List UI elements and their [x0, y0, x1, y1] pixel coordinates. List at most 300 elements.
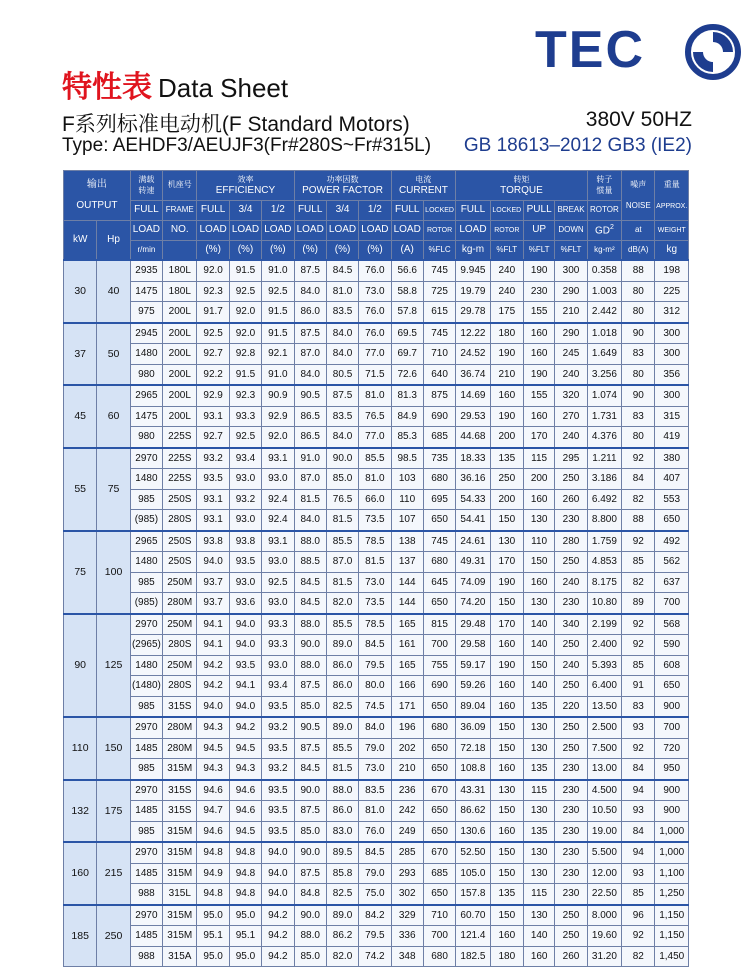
cell-pf-34: 81.5	[326, 759, 358, 780]
cell-noise: 83	[622, 696, 655, 717]
cell-pf-34: 85.5	[326, 614, 358, 635]
cell-pf-12: 84.5	[359, 635, 391, 656]
cell-cur-locked: 650	[423, 759, 455, 780]
cell-eff-full: 92.5	[197, 323, 229, 344]
cell-tor-break: 240	[555, 427, 587, 448]
cell-kw: 90	[64, 614, 97, 718]
cell-eff-12: 92.9	[262, 406, 294, 427]
cell-kw: 55	[64, 448, 97, 531]
cell-cur-locked: 650	[423, 593, 455, 614]
cell-eff-12: 92.4	[262, 510, 294, 531]
cell-speed: 1485	[130, 801, 162, 822]
cell-pf-12: 79.0	[359, 738, 391, 759]
cell-speed: 980	[130, 364, 162, 385]
cell-tor-pull: 130	[523, 593, 554, 614]
cell-kw: 37	[64, 323, 97, 386]
cell-speed: (985)	[130, 593, 162, 614]
cell-eff-12: 93.5	[262, 696, 294, 717]
cell-tor-break: 230	[555, 821, 587, 842]
cell-pf-12: 78.5	[359, 531, 391, 552]
cell-hp: 250	[97, 905, 130, 967]
cell-noise: 92	[622, 531, 655, 552]
cell-cur-locked: 685	[423, 427, 455, 448]
cell-tor-full: 24.52	[456, 344, 490, 365]
cell-cur-full: 84.9	[391, 406, 423, 427]
cell-weight: 650	[655, 676, 689, 697]
header-pf-pct-2: (%)	[326, 241, 358, 261]
cell-tor-full: 49.31	[456, 552, 490, 573]
cell-eff-34: 93.0	[229, 510, 261, 531]
cell-eff-full: 94.6	[197, 821, 229, 842]
cell-noise: 91	[622, 676, 655, 697]
header-tor-locked: LOCKED	[490, 201, 523, 221]
cell-pf-34: 86.0	[326, 676, 358, 697]
cell-pf-full: 84.0	[294, 510, 326, 531]
cell-pf-full: 91.0	[294, 448, 326, 469]
cell-speed: 2970	[130, 448, 162, 469]
header-cur-rotor: ROTOR	[423, 221, 455, 241]
cell-pf-34: 87.0	[326, 552, 358, 573]
cell-tor-pull: 160	[523, 323, 554, 344]
header-speed-unit: r/min	[130, 241, 162, 261]
cell-eff-full: 92.0	[197, 260, 229, 281]
header-tor-full: FULL	[456, 201, 490, 221]
cell-pf-full: 90.0	[294, 905, 326, 926]
cell-tor-break: 295	[555, 448, 587, 469]
cell-tor-break: 245	[555, 344, 587, 365]
cell-weight: 419	[655, 427, 689, 448]
table-row	[64, 323, 689, 344]
cell-tor-locked: 160	[490, 696, 523, 717]
cell-cur-full: 138	[391, 531, 423, 552]
cell-noise: 85	[622, 552, 655, 573]
cell-noise: 82	[622, 489, 655, 510]
cell-noise: 89	[622, 593, 655, 614]
cell-pf-34: 83.5	[326, 406, 358, 427]
cell-cur-full: 348	[391, 946, 423, 967]
cell-cur-locked: 710	[423, 344, 455, 365]
cell-noise: 80	[622, 281, 655, 302]
cell-weight: 315	[655, 406, 689, 427]
cell-speed: 1485	[130, 738, 162, 759]
header-pf-pct-3: (%)	[359, 241, 391, 261]
cell-pf-full: 84.5	[294, 759, 326, 780]
table-row	[64, 531, 689, 552]
cell-eff-full: 94.9	[197, 863, 229, 884]
cell-pf-12: 83.5	[359, 780, 391, 801]
header-cur-locked: LOCKED	[423, 201, 455, 221]
cell-weight: 608	[655, 655, 689, 676]
cell-tor-break: 240	[555, 572, 587, 593]
cell-eff-34: 94.5	[229, 738, 261, 759]
cell-cur-full: 57.8	[391, 302, 423, 323]
table-row	[64, 676, 689, 697]
table-row	[64, 905, 689, 926]
cell-speed: 985	[130, 821, 162, 842]
table-row	[64, 655, 689, 676]
cell-gd2: 1.003	[587, 281, 621, 302]
cell-eff-34: 91.5	[229, 260, 261, 281]
table-row	[64, 593, 689, 614]
cell-pf-12: 77.0	[359, 427, 391, 448]
cell-cur-full: 98.5	[391, 448, 423, 469]
cell-eff-full: 94.0	[197, 696, 229, 717]
cell-eff-full: 95.0	[197, 946, 229, 967]
table-row	[64, 614, 689, 635]
cell-tor-locked: 175	[490, 302, 523, 323]
cell-tor-break: 230	[555, 801, 587, 822]
cell-frame: 180L	[163, 281, 197, 302]
cell-kw: 132	[64, 780, 97, 843]
cell-pf-34: 85.0	[326, 469, 358, 490]
cell-cur-full: 249	[391, 821, 423, 842]
cell-eff-full: 93.1	[197, 406, 229, 427]
cell-eff-34: 93.5	[229, 552, 261, 573]
cell-tor-pull: 160	[523, 946, 554, 967]
cell-eff-full: 94.0	[197, 552, 229, 573]
cell-tor-full: 182.5	[456, 946, 490, 967]
header-frame-no: NO.	[163, 221, 197, 241]
cell-tor-full: 24.61	[456, 531, 490, 552]
cell-pf-full: 87.5	[294, 260, 326, 281]
cell-frame: 200L	[163, 323, 197, 344]
table-row	[64, 635, 689, 656]
header-tor-up: UP	[523, 221, 554, 241]
cell-tor-break: 260	[555, 489, 587, 510]
cell-frame: 280S	[163, 635, 197, 656]
cell-tor-pull: 135	[523, 821, 554, 842]
cell-gd2: 4.376	[587, 427, 621, 448]
cell-speed: 985	[130, 489, 162, 510]
cell-pf-full: 84.5	[294, 572, 326, 593]
cell-noise: 85	[622, 884, 655, 905]
cell-tor-pull: 130	[523, 905, 554, 926]
cell-hp: 215	[97, 842, 130, 905]
cell-kw: 30	[64, 260, 97, 323]
cell-tor-full: 29.48	[456, 614, 490, 635]
cell-tor-full: 72.18	[456, 738, 490, 759]
header-eff-full: FULL	[197, 201, 229, 221]
cell-tor-break: 300	[555, 260, 587, 281]
table-row	[64, 364, 689, 385]
cell-pf-full: 90.0	[294, 842, 326, 863]
cell-weight: 650	[655, 510, 689, 531]
cell-cur-locked: 670	[423, 780, 455, 801]
table-row	[64, 385, 689, 406]
cell-cur-locked: 690	[423, 406, 455, 427]
table-row	[64, 696, 689, 717]
cell-tor-locked: 160	[490, 926, 523, 947]
cell-weight: 300	[655, 323, 689, 344]
table-row	[64, 302, 689, 323]
cell-tor-full: 108.8	[456, 759, 490, 780]
header-pf-load-2: LOAD	[326, 221, 358, 241]
cell-eff-34: 92.3	[229, 385, 261, 406]
teco-logo	[535, 14, 745, 84]
cell-tor-full: 12.22	[456, 323, 490, 344]
cell-pf-full: 87.0	[294, 469, 326, 490]
cell-eff-full: 92.7	[197, 427, 229, 448]
cell-tor-pull: 115	[523, 780, 554, 801]
cell-gd2: 22.50	[587, 884, 621, 905]
cell-eff-34: 92.5	[229, 427, 261, 448]
cell-pf-full: 87.0	[294, 344, 326, 365]
table-row	[64, 552, 689, 573]
subtitle-series: F系列标准电动机(F Standard Motors)	[62, 113, 410, 136]
cell-cur-full: 85.3	[391, 427, 423, 448]
cell-pf-34: 82.0	[326, 946, 358, 967]
table-row	[64, 821, 689, 842]
cell-noise: 94	[622, 780, 655, 801]
cell-tor-break: 250	[555, 926, 587, 947]
cell-speed: 1475	[130, 281, 162, 302]
cell-pf-12: 73.0	[359, 572, 391, 593]
cell-speed: 1480	[130, 344, 162, 365]
cell-tor-break: 270	[555, 406, 587, 427]
header-weight: 重量 APPROX.	[655, 171, 689, 221]
cell-eff-12: 93.5	[262, 821, 294, 842]
cell-eff-34: 94.0	[229, 696, 261, 717]
cell-cur-locked: 640	[423, 364, 455, 385]
cell-eff-12: 93.0	[262, 593, 294, 614]
cell-cur-locked: 650	[423, 821, 455, 842]
cell-tor-full: 74.09	[456, 572, 490, 593]
table-row	[64, 780, 689, 801]
cell-pf-full: 84.5	[294, 593, 326, 614]
cell-gd2: 8.175	[587, 572, 621, 593]
cell-tor-locked: 170	[490, 552, 523, 573]
cell-noise: 80	[622, 427, 655, 448]
cell-noise: 83	[622, 344, 655, 365]
cell-tor-locked: 150	[490, 863, 523, 884]
cell-gd2: 10.50	[587, 801, 621, 822]
cell-cur-locked: 745	[423, 531, 455, 552]
cell-cur-locked: 680	[423, 469, 455, 490]
cell-weight: 900	[655, 780, 689, 801]
cell-eff-full: 93.7	[197, 572, 229, 593]
cell-cur-full: 110	[391, 489, 423, 510]
header-tor-pflt-3: %FLT	[555, 241, 587, 261]
header-pf-pct-1: (%)	[294, 241, 326, 261]
cell-eff-12: 92.1	[262, 344, 294, 365]
cell-weight: 562	[655, 552, 689, 573]
cell-cur-full: 196	[391, 717, 423, 738]
cell-frame: 280M	[163, 593, 197, 614]
cell-tor-pull: 155	[523, 302, 554, 323]
header-tor-break: BREAK	[555, 201, 587, 221]
cell-pf-full: 90.0	[294, 635, 326, 656]
cell-cur-full: 81.3	[391, 385, 423, 406]
cell-eff-34: 92.8	[229, 344, 261, 365]
cell-speed: 2970	[130, 614, 162, 635]
cell-gd2: 1.018	[587, 323, 621, 344]
cell-cur-locked: 695	[423, 489, 455, 510]
cell-gd2: 2.500	[587, 717, 621, 738]
cell-frame: 315M	[163, 905, 197, 926]
cell-eff-12: 92.4	[262, 489, 294, 510]
cell-cur-full: 329	[391, 905, 423, 926]
cell-tor-pull: 140	[523, 614, 554, 635]
cell-gd2: 5.500	[587, 842, 621, 863]
cell-tor-pull: 155	[523, 385, 554, 406]
cell-cur-full: 69.7	[391, 344, 423, 365]
cell-eff-34: 91.5	[229, 364, 261, 385]
table-row	[64, 448, 689, 469]
cell-tor-pull: 135	[523, 696, 554, 717]
cell-pf-full: 85.0	[294, 821, 326, 842]
cell-pf-full: 87.5	[294, 676, 326, 697]
cell-eff-12: 94.2	[262, 946, 294, 967]
header-eff-pct-3: (%)	[262, 241, 294, 261]
cell-hp: 50	[97, 323, 130, 386]
header-current: 电流 CURRENT	[391, 171, 456, 201]
cell-pf-12: 76.0	[359, 821, 391, 842]
cell-tor-pull: 115	[523, 448, 554, 469]
cell-pf-12: 73.0	[359, 281, 391, 302]
cell-pf-full: 88.5	[294, 552, 326, 573]
cell-frame: 315A	[163, 946, 197, 967]
cell-noise: 80	[622, 364, 655, 385]
cell-pf-full: 88.0	[294, 926, 326, 947]
header-eff-load-3: LOAD	[262, 221, 294, 241]
header-eff-12: 1/2	[262, 201, 294, 221]
cell-cur-full: 302	[391, 884, 423, 905]
cell-tor-pull: 135	[523, 759, 554, 780]
cell-cur-locked: 710	[423, 905, 455, 926]
header-gd-unit: kg-m²	[587, 241, 621, 261]
cell-gd2: 1.759	[587, 531, 621, 552]
table-body	[64, 260, 689, 967]
cell-eff-full: 94.2	[197, 676, 229, 697]
cell-tor-break: 250	[555, 552, 587, 573]
cell-frame: 180L	[163, 260, 197, 281]
cell-gd2: 1.211	[587, 448, 621, 469]
cell-cur-locked: 700	[423, 635, 455, 656]
cell-tor-locked: 190	[490, 406, 523, 427]
cell-pf-full: 87.5	[294, 323, 326, 344]
cell-cur-locked: 690	[423, 676, 455, 697]
cell-cur-full: 137	[391, 552, 423, 573]
cell-tor-locked: 150	[490, 593, 523, 614]
cell-noise: 84	[622, 469, 655, 490]
cell-eff-34: 94.2	[229, 717, 261, 738]
table-row	[64, 842, 689, 863]
cell-eff-12: 94.2	[262, 905, 294, 926]
cell-tor-pull: 130	[523, 717, 554, 738]
cell-gd2: 19.00	[587, 821, 621, 842]
cell-weight: 590	[655, 635, 689, 656]
cell-noise: 80	[622, 302, 655, 323]
cell-eff-34: 93.0	[229, 469, 261, 490]
cell-cur-locked: 650	[423, 696, 455, 717]
cell-pf-34: 90.0	[326, 448, 358, 469]
cell-frame: 250M	[163, 572, 197, 593]
header-weight-en: WEIGHT	[655, 221, 689, 241]
cell-tor-locked: 160	[490, 385, 523, 406]
cell-pf-12: 76.0	[359, 323, 391, 344]
cell-cur-locked: 725	[423, 281, 455, 302]
cell-pf-12: 75.0	[359, 884, 391, 905]
cell-pf-34: 89.0	[326, 717, 358, 738]
header-eff-pct-1: (%)	[197, 241, 229, 261]
cell-speed: 2970	[130, 905, 162, 926]
cell-weight: 1,100	[655, 863, 689, 884]
cell-eff-full: 94.7	[197, 801, 229, 822]
cell-pf-full: 88.0	[294, 655, 326, 676]
cell-tor-break: 240	[555, 655, 587, 676]
cell-pf-full: 86.0	[294, 302, 326, 323]
cell-speed: (985)	[130, 510, 162, 531]
cell-pf-12: 76.5	[359, 406, 391, 427]
cell-pf-full: 90.5	[294, 717, 326, 738]
cell-tor-locked: 150	[490, 905, 523, 926]
cell-eff-34: 93.8	[229, 531, 261, 552]
cell-pf-full: 84.0	[294, 281, 326, 302]
cell-eff-full: 94.3	[197, 759, 229, 780]
cell-tor-full: 59.26	[456, 676, 490, 697]
cell-weight: 492	[655, 531, 689, 552]
header-hp: Hp	[97, 221, 130, 261]
cell-pf-34: 89.5	[326, 842, 358, 863]
cell-gd2: 5.393	[587, 655, 621, 676]
cell-cur-locked: 735	[423, 448, 455, 469]
cell-gd2: 12.00	[587, 863, 621, 884]
cell-weight: 1,000	[655, 842, 689, 863]
cell-eff-12: 93.3	[262, 635, 294, 656]
table-row	[64, 884, 689, 905]
cell-weight: 198	[655, 260, 689, 281]
cell-speed: (2965)	[130, 635, 162, 656]
cell-weight: 700	[655, 593, 689, 614]
cell-eff-12: 93.0	[262, 552, 294, 573]
cell-pf-12: 81.0	[359, 801, 391, 822]
cell-tor-pull: 110	[523, 531, 554, 552]
cell-frame: 315M	[163, 926, 197, 947]
cell-speed: 985	[130, 572, 162, 593]
cell-tor-break: 230	[555, 593, 587, 614]
cell-pf-34: 83.0	[326, 821, 358, 842]
cell-cur-full: 202	[391, 738, 423, 759]
cell-pf-12: 78.5	[359, 614, 391, 635]
cell-kw: 185	[64, 905, 97, 967]
cell-pf-34: 83.5	[326, 302, 358, 323]
cell-eff-full: 92.3	[197, 281, 229, 302]
table-row	[64, 738, 689, 759]
header-cur-load: LOAD	[391, 221, 423, 241]
cell-gd2: 4.500	[587, 780, 621, 801]
cell-speed: 988	[130, 946, 162, 967]
cell-eff-full: 95.1	[197, 926, 229, 947]
cell-pf-12: 66.0	[359, 489, 391, 510]
cell-cur-full: 144	[391, 593, 423, 614]
table-row	[64, 469, 689, 490]
cell-eff-full: 93.8	[197, 531, 229, 552]
cell-tor-locked: 170	[490, 614, 523, 635]
cell-noise: 93	[622, 863, 655, 884]
header-speed-full: FULL	[130, 201, 162, 221]
cell-weight: 1,450	[655, 946, 689, 967]
cell-tor-pull: 200	[523, 469, 554, 490]
cell-gd2: 3.186	[587, 469, 621, 490]
cell-tor-locked: 250	[490, 469, 523, 490]
header-gd-rotor: ROTOR	[587, 201, 621, 221]
type-line	[62, 135, 692, 157]
cell-tor-pull: 160	[523, 344, 554, 365]
cell-noise: 92	[622, 635, 655, 656]
cell-eff-12: 93.5	[262, 738, 294, 759]
cell-gd2: 6.400	[587, 676, 621, 697]
cell-tor-locked: 160	[490, 759, 523, 780]
